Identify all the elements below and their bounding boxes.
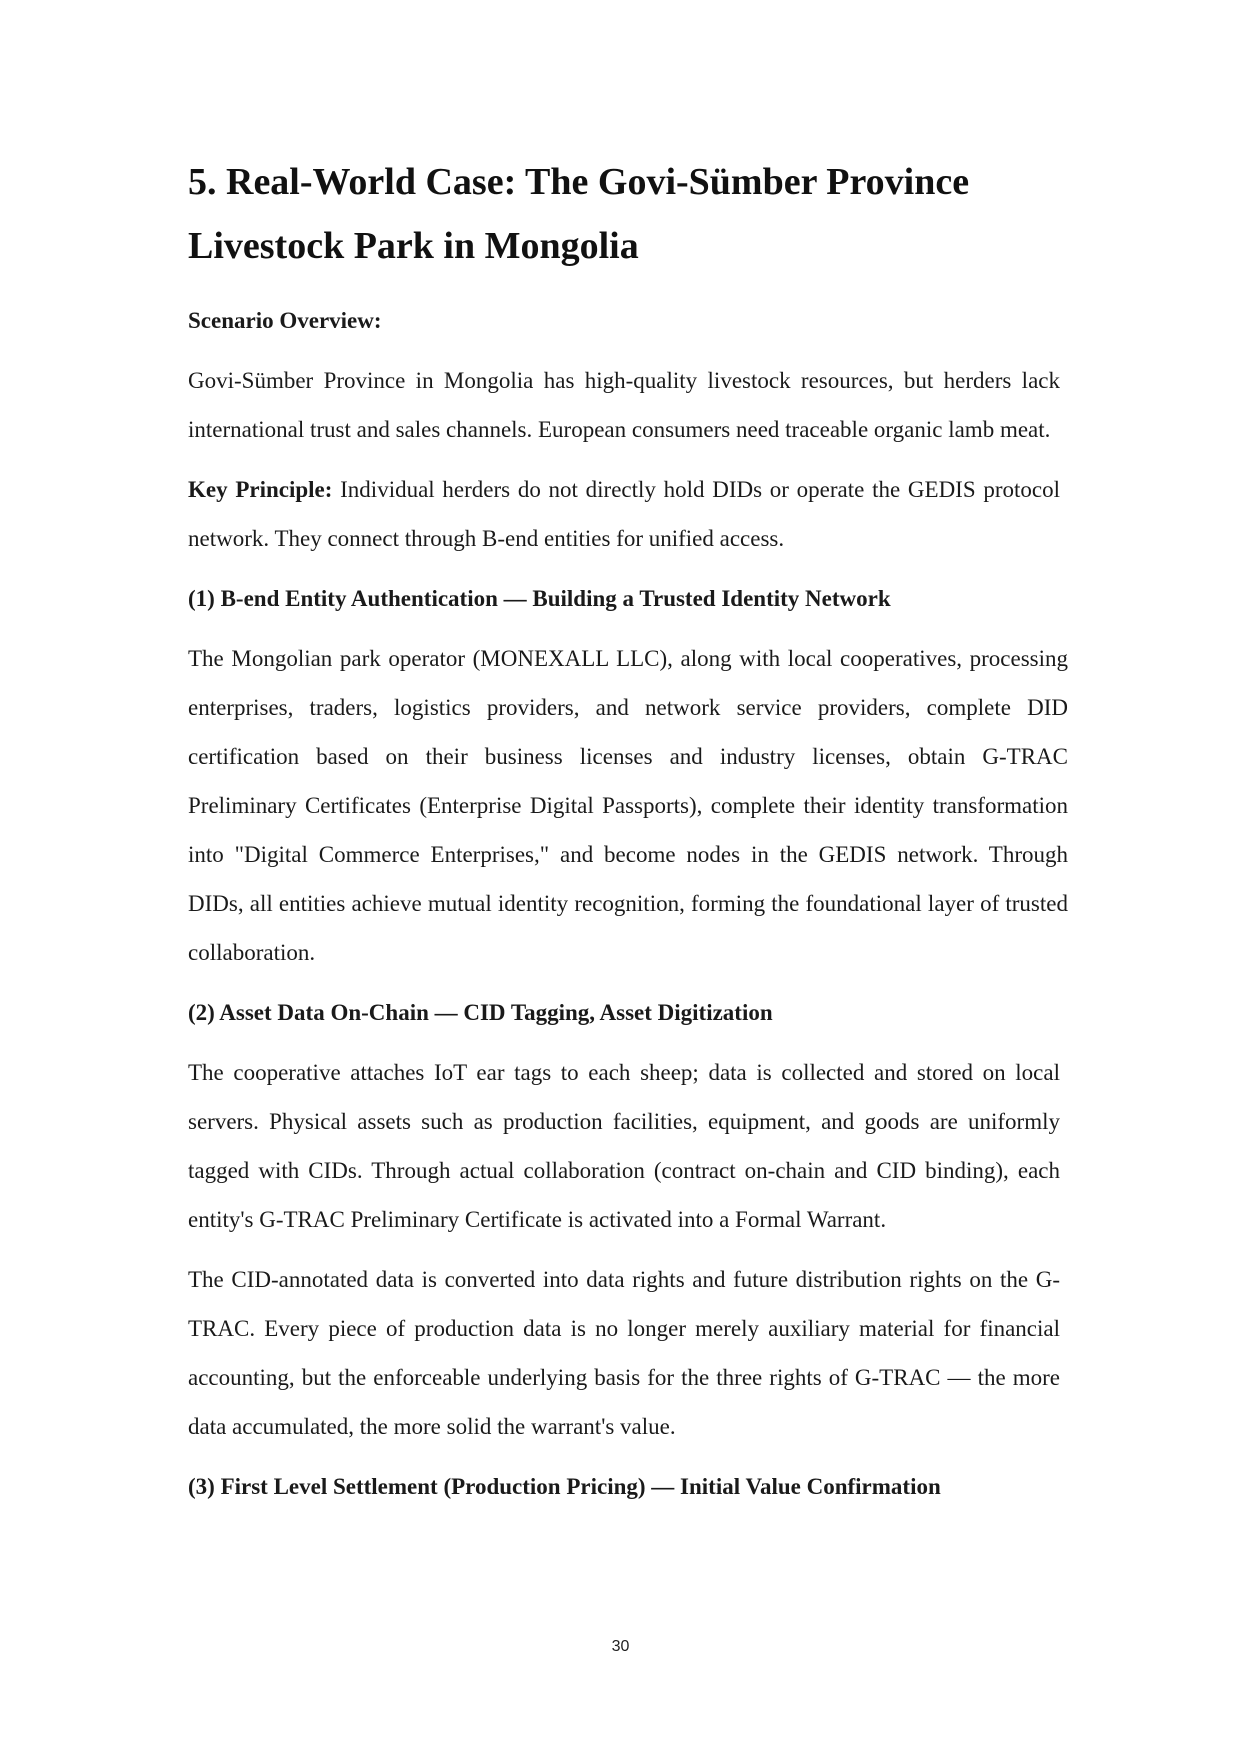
section-title: 5. Real-World Case: The Govi-Sümber Province Livestock Park in Mongolia xyxy=(188,161,970,267)
subsection-heading-2: (2) Asset Data On-Chain — CID Tagging, Asset Digitization xyxy=(188,1000,773,1025)
key-principle-text: Individual herders do not directly hold DIDs or operate the GEDIS protocol network. They connect through B-end entities for unified access. xyxy=(188,477,1060,551)
page-number: 30 xyxy=(611,1638,630,1655)
subsection-2-paragraph-2: The CID-annotated data is converted into data rights and future distribution rights on the G-TRAC. Every piece of production data is no longer merely auxiliary material for financial accounting, but the enforceable underlying basis for the three rights of G-TRAC — the more data accumulated, the more solid the warrant's value. xyxy=(188,1267,1060,1439)
subsection-2-paragraph-1: The cooperative attaches IoT ear tags to each sheep; data is collected and stored on local servers. Physical assets such as production facilities, equipment, and goods are uniformly tagged with CIDs. Through actual collaboration (contract on-chain and CID binding), each entity's G-TRAC Preliminary Certificate is activated into a Formal Warrant. xyxy=(188,1060,1060,1232)
subsection-1-paragraph: The Mongolian park operator (MONEXALL LLC), along with local cooperatives, processing enterprises, traders, logistics providers, and network service providers, complete DID certification based on their business licenses and industry licenses, obtain G-TRAC Preliminary Certificates (Enterprise Digital Passports), complete their identity transformation into "Digital Commerce Enterprises," and become nodes in the GEDIS network. Through DIDs, all entities achieve mutual identity recognition, forming the foundational layer of trusted collaboration. xyxy=(188,646,1068,965)
subsection-heading-1: (1) B-end Entity Authentication — Building a Trusted Identity Network xyxy=(188,586,891,611)
key-principle-paragraph xyxy=(188,465,1060,563)
document-page xyxy=(188,150,1068,1522)
scenario-overview-label: Scenario Overview: xyxy=(188,308,382,333)
key-principle-label: Key Principle: xyxy=(188,477,333,502)
subsection-heading-3: (3) First Level Settlement (Production Pricing) — Initial Value Confirmation xyxy=(188,1474,941,1499)
scenario-overview-paragraph: Govi-Sümber Province in Mongolia has high-quality livestock resources, but herders lack international trust and sales channels. European consumers need traceable organic lamb meat. xyxy=(188,368,1060,442)
